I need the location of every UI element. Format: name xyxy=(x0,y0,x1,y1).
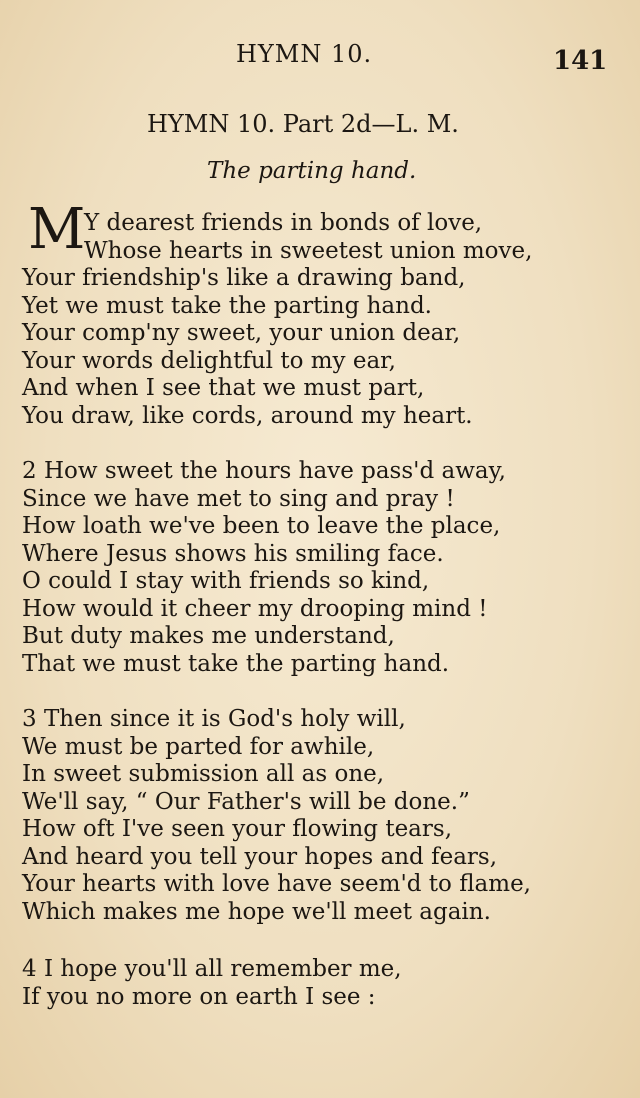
drop-cap: M xyxy=(28,197,86,262)
page-number: 141 xyxy=(553,46,608,76)
stanza-line: 4 I hope you'll all remember me, xyxy=(22,956,402,982)
stanza-line: Since we have met to sing and pray ! xyxy=(22,485,455,512)
stanza-2 xyxy=(22,458,506,678)
stanza-line: Y dearest friends in bonds of love, xyxy=(84,210,483,236)
running-head: HYMN 10. xyxy=(236,40,373,68)
stanza-line: You draw, like cords, around my heart. xyxy=(22,402,473,429)
stanza-3 xyxy=(22,706,531,926)
stanza-line: Your friendship's like a drawing band, xyxy=(22,265,466,291)
stanza-line: 3 Then since it is God's holy will, xyxy=(22,706,406,732)
hymn-subtitle: The parting hand. xyxy=(207,158,417,184)
stanza-line: 2 How sweet the hours have pass'd away, xyxy=(22,458,506,484)
stanza-1 xyxy=(22,210,532,430)
stanza-line: But duty makes me understand, xyxy=(22,623,395,649)
stanza-line: Yet we must take the parting hand. xyxy=(22,292,432,319)
stanza-line: Your hearts with love have seem'd to flame, xyxy=(22,871,531,897)
stanza-line: If you no more on earth I see : xyxy=(22,983,376,1010)
stanza-line: How loath we've been to leave the place, xyxy=(22,513,501,539)
stanza-line: We'll say, “ Our Father's will be done.” xyxy=(22,788,470,815)
stanza-line: Where Jesus shows his smiling face. xyxy=(22,540,444,567)
stanza-line: How oft I've seen your flowing tears, xyxy=(22,816,453,842)
stanza-line: And heard you tell your hopes and fears, xyxy=(22,843,498,870)
stanza-line: Your comp'ny sweet, your union dear, xyxy=(22,320,461,346)
stanza-line: How would it cheer my drooping mind ! xyxy=(22,595,488,622)
stanza-line: And when I see that we must part, xyxy=(22,375,425,401)
stanza-4 xyxy=(22,956,402,1011)
stanza-line: Which makes me hope we'll meet again. xyxy=(22,898,491,925)
stanza-line: In sweet submission all as one, xyxy=(22,761,385,787)
stanza-line: Whose hearts in sweetest union move, xyxy=(84,237,533,264)
stanza-line: Your words delightful to my ear, xyxy=(22,347,396,374)
stanza-line: O could I stay with friends so kind, xyxy=(22,568,430,594)
stanza-line: That we must take the parting hand. xyxy=(22,650,450,677)
stanza-line: We must be parted for awhile, xyxy=(22,733,375,760)
hymn-title: HYMN 10. Part 2d—L. M. xyxy=(147,110,459,138)
